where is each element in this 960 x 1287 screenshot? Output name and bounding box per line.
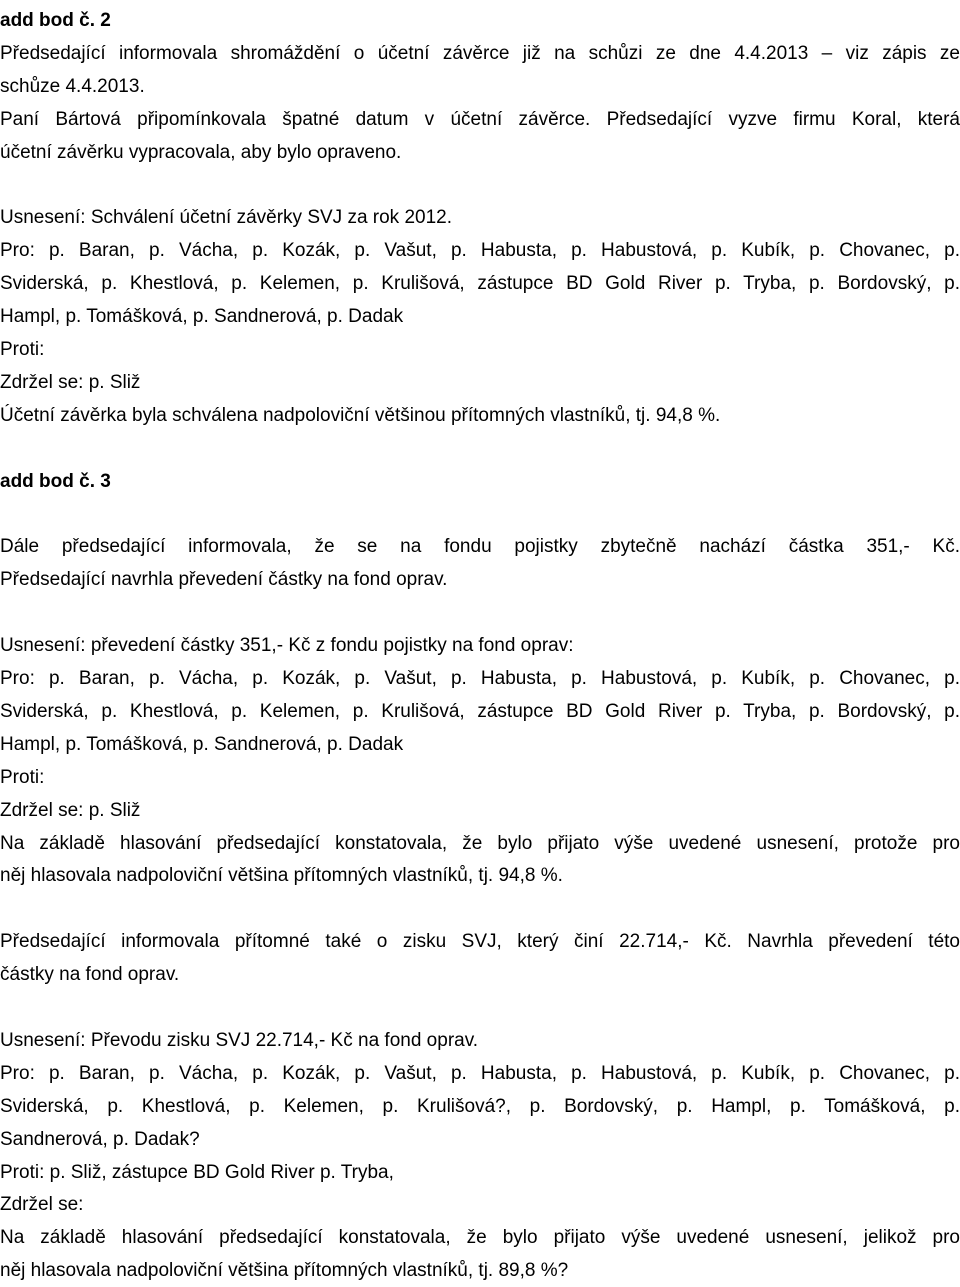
text-line: Předsedající informovala přítomné také o zisku SVJ, který činí 22.714,- Kč. Navrhla převedení této	[0, 931, 960, 953]
text-line: Pro: p. Baran, p. Vácha, p. Kozák, p. Vašut, p. Habusta, p. Habustová, p. Kubík, p. Chovanec, p.	[0, 1062, 960, 1084]
text-line: Proti: p. Sliž, zástupce BD Gold River p. Tryba,	[0, 1161, 394, 1183]
text-line: Zdržel se: p. Sliž	[0, 799, 141, 821]
text-line: schůze 4.4.2013.	[0, 75, 145, 97]
text-line: Hampl, p. Tomášková, p. Sandnerová, p. Dadak	[0, 306, 404, 328]
text-line: Sviderská, p. Khestlová, p. Kelemen, p. Krulišová?, p. Bordovský, p. Hampl, p. Tomášková, p.	[0, 1095, 960, 1117]
text-line: účetní závěrku vypracovala, aby bylo opraveno.	[0, 141, 402, 163]
text-line: Sviderská, p. Khestlová, p. Kelemen, p. Krulišová, zástupce BD Gold River p. Tryba, p. Bordovský, p.	[0, 700, 960, 722]
text-line: Usnesení: Schválení účetní závěrky SVJ za rok 2012.	[0, 207, 453, 229]
text-line: Předsedající informovala shromáždění o účetní závěrce již na schůzi ze dne 4.4.2013 – viz zápis ze	[0, 42, 960, 64]
text-line: Na základě hlasování předsedající konstatovala, že bylo přijato výše uvedené usnesení, jelikož pro	[0, 1227, 960, 1249]
text-line: Zdržel se: p. Sliž	[0, 371, 141, 393]
text-line: Usnesení: Převodu zisku SVJ 22.714,- Kč na fond oprav.	[0, 1029, 479, 1051]
text-line: Zdržel se:	[0, 1194, 84, 1216]
text-line: něj hlasovala nadpoloviční většina přítomných vlastníků, tj. 89,8 %?	[0, 1260, 569, 1282]
text-line: Předsedající navrhla převedení částky na fond oprav.	[0, 569, 448, 591]
blank-line	[0, 432, 960, 465]
text-line: Hampl, p. Tomášková, p. Sandnerová, p. Dadak	[0, 733, 404, 755]
blank-line	[0, 169, 960, 202]
text-line: částky na fond oprav.	[0, 964, 180, 986]
text-line: Proti:	[0, 766, 45, 788]
text-line: něj hlasovala nadpoloviční většina přítomných vlastníků, tj. 94,8 %.	[0, 865, 563, 887]
blank-line	[0, 892, 960, 925]
section-heading: add bod č. 2	[0, 10, 111, 31]
text-line: Účetní závěrka byla schválena nadpoloviční většinou přítomných vlastníků, tj. 94,8 %.	[0, 404, 721, 426]
text-line: Paní Bártová připomínkovala špatné datum v účetní závěrce. Předsedající vyzve firmu Koral, která	[0, 108, 960, 130]
text-line: Pro: p. Baran, p. Vácha, p. Kozák, p. Vašut, p. Habusta, p. Habustová, p. Kubík, p. Chovanec, p.	[0, 240, 960, 262]
text-line: Sandnerová, p. Dadak?	[0, 1128, 200, 1150]
text-line: Sviderská, p. Khestlová, p. Kelemen, p. Krulišová, zástupce BD Gold River p. Tryba, p. Bordovský, p.	[0, 273, 960, 295]
blank-line	[0, 991, 960, 1024]
text-line: Proti:	[0, 339, 45, 360]
text-line: Usnesení: převedení částky 351,- Kč z fondu pojistky na fond oprav:	[0, 635, 574, 657]
text-line: Na základě hlasování předsedající konstatovala, že bylo přijato výše uvedené usnesení, protože pro	[0, 832, 960, 854]
section-heading: add bod č. 3	[0, 470, 111, 492]
blank-line	[0, 498, 960, 531]
text-line: Dále předsedající informovala, že se na fondu pojistky zbytečně nachází částka 351,- Kč.	[0, 536, 960, 558]
blank-line	[0, 596, 960, 629]
text-line: Pro: p. Baran, p. Vácha, p. Kozák, p. Vašut, p. Habusta, p. Habustová, p. Kubík, p. Chovanec, p.	[0, 668, 960, 689]
